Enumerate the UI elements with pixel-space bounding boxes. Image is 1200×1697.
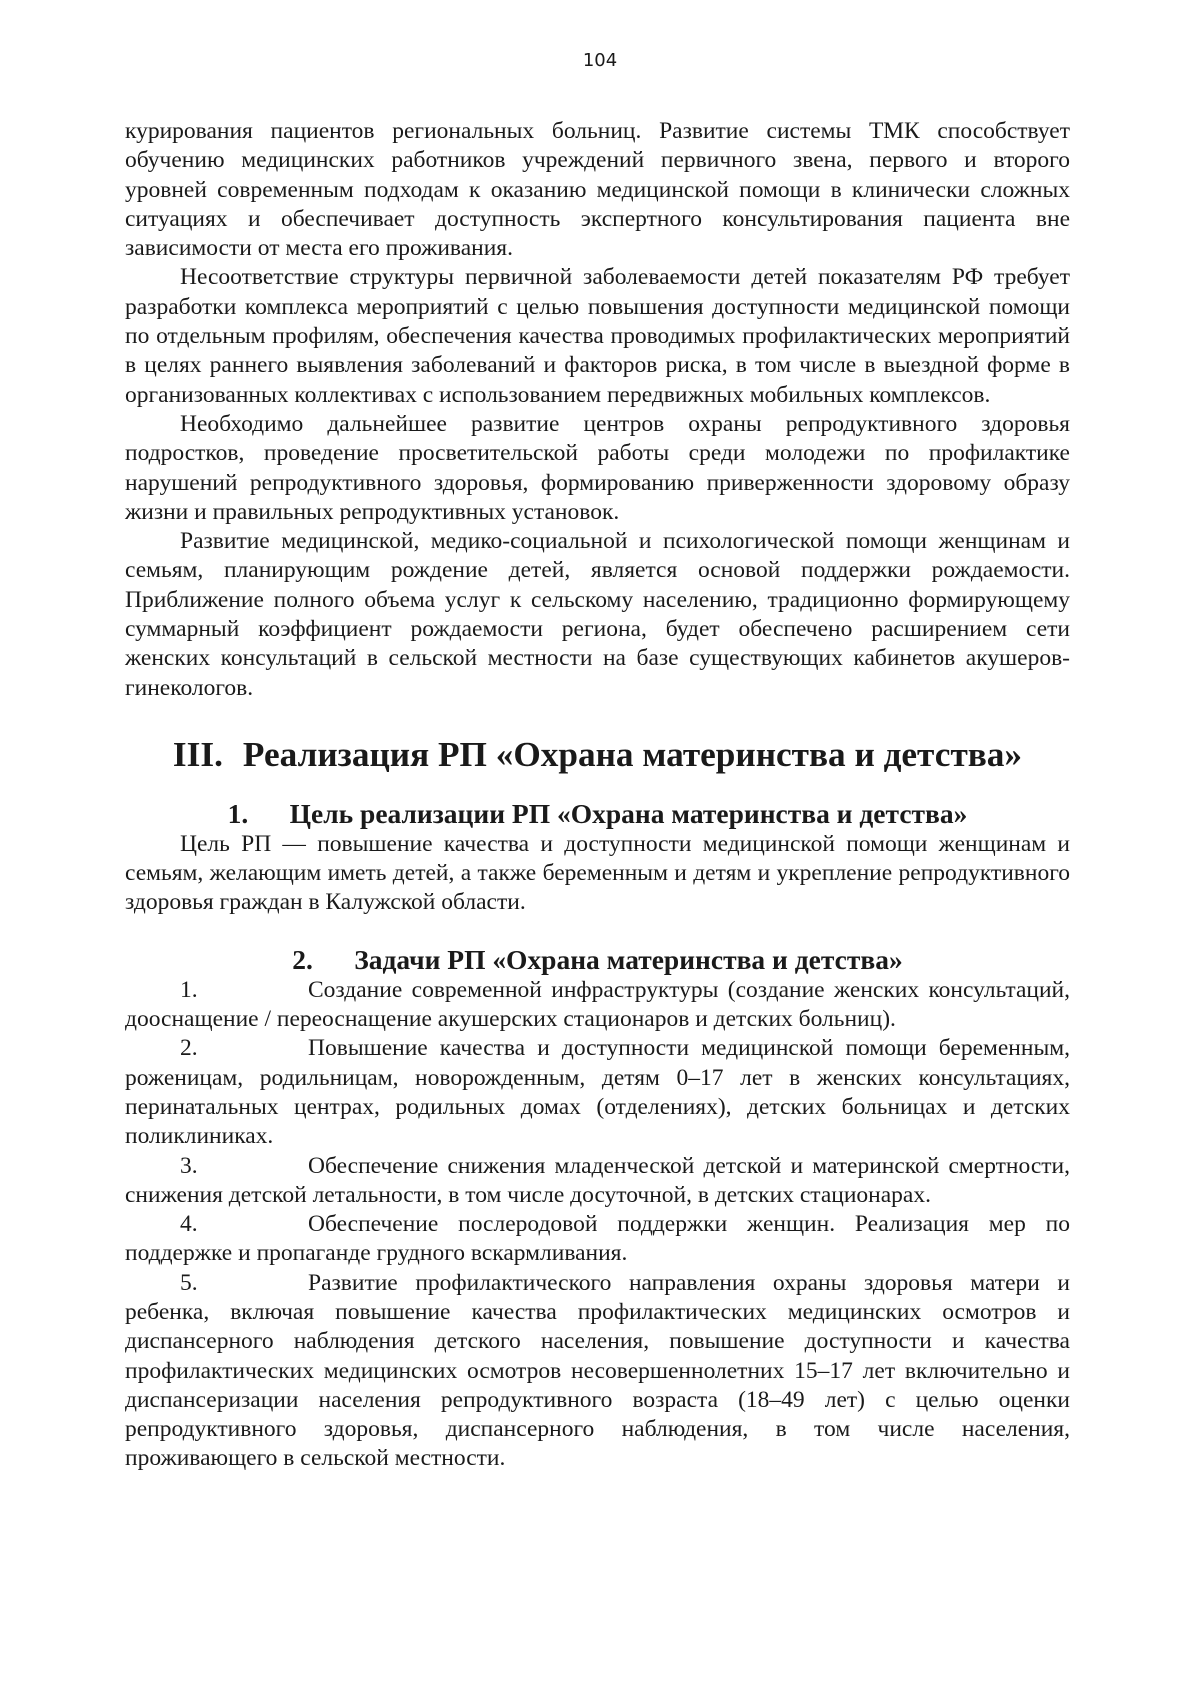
tasks-title: Задачи РП «Охрана материнства и детства» xyxy=(354,945,903,976)
paragraph-support: Развитие медицинской, медико-социальной и психологической помощи женщинам и семьям, планирующим рождение детей, является основой поддержки рождаемости. Приближение полного объема услуг к сельскому населению, традиционно формирующему суммарный коэффициент рождаемости региона, будет обеспечено расширением сети женских консультаций в сельской местности на базе существующих кабинетов акушеров-гинекологов. xyxy=(125,528,1070,701)
section-heading xyxy=(125,734,1070,774)
task-item xyxy=(125,976,1070,1035)
task-text: Повышение качества и доступности медицинской помощи беременным, роженицам, родильницам, новорожденным, детям 0–17 лет в женских консультациях, перинатальных центрах, родильных домах (отделениях), детских больницах и детских поликлиниках. xyxy=(125,1035,1070,1150)
task-item xyxy=(125,1210,1070,1269)
task-number: 3. xyxy=(180,1152,198,1179)
task-number: 4. xyxy=(180,1211,198,1238)
task-item xyxy=(125,1034,1070,1151)
task-text: Развитие профилактического направления охраны здоровья матери и ребенка, включая повышение качества профилактических медицинских осмотров и диспансерного наблюдения детского населения, повышение доступности и качества профилактических медицинских осмотров несовершеннолетних 15–17 лет включительно и диспансеризации населения репродуктивного возраста (18–49 лет) с целью оценки репродуктивного здоровья, диспансерного наблюдения, в том числе населения, проживающего в сельской местности. xyxy=(125,1269,1070,1472)
goal-text: Цель РП — повышение качества и доступности медицинской помощи женщинам и семьям, желающим иметь детей, а также беременным и детям и укрепление репродуктивного здоровья граждан в Калужской области. xyxy=(125,830,1070,916)
page-number: 104 xyxy=(582,50,618,71)
tasks-number: 2. xyxy=(292,945,313,976)
paragraph-reproductive-centers: Необходимо дальнейшее развитие центров охраны репродуктивного здоровья подростков, проведение просветительской работы среди молодежи по профилактике нарушений репродуктивного здоровья, формированию приверженности здоровому образу жизни и правильных репродуктивных установок. xyxy=(125,410,1070,525)
goal-heading xyxy=(125,800,1070,829)
goal-title: Цель реализации РП «Охрана материнства и детства» xyxy=(289,799,968,830)
section-title: Реализация РП «Охрана материнства и детства» xyxy=(242,734,1023,774)
paragraph-morbidity: Несоответствие структуры первичной заболеваемости детей показателям РФ требует разработки комплекса мероприятий с целью повышения доступности медицинской помощи по отдельным профилям, обеспечения качества проводимых профилактических мероприятий в целях раннего выявления заболеваний и факторов риска, в том числе в выездной форме в организованных коллективах с использованием передвижных мобильных комплексов. xyxy=(125,264,1070,408)
document-body xyxy=(125,117,1070,1474)
task-number: 2. xyxy=(180,1035,198,1062)
task-item xyxy=(125,1152,1070,1211)
paragraph-telemedicine: курирования пациентов региональных больниц. Развитие системы ТМК способствует обучению медицинских работников учреждений первичного звена, первого и второго уровней современным подходам к оказанию медицинской помощи в клинически сложных ситуациях и обеспечивает доступность экспертного консультирования пациента вне зависимости от места его проживания. xyxy=(125,118,1070,262)
tasks-heading xyxy=(125,946,1070,975)
task-number: 1. xyxy=(180,976,198,1003)
task-item xyxy=(125,1269,1070,1474)
task-text: Обеспечение снижения младенческой детской и материнской смертности, снижения детской летальности, в том числе досуточной, в детских стационарах. xyxy=(125,1152,1070,1208)
task-number: 5. xyxy=(180,1269,198,1296)
task-text: Создание современной инфраструктуры (создание женских консультаций, дооснащение / переоснащение акушерских стационаров и детских больниц). xyxy=(125,976,1070,1033)
goal-number: 1. xyxy=(227,799,249,830)
task-text: Обеспечение послеродовой поддержки женщин. Реализация мер по поддержке и пропаганде грудного вскармливания. xyxy=(125,1211,1070,1267)
section-number: III. xyxy=(172,734,223,774)
